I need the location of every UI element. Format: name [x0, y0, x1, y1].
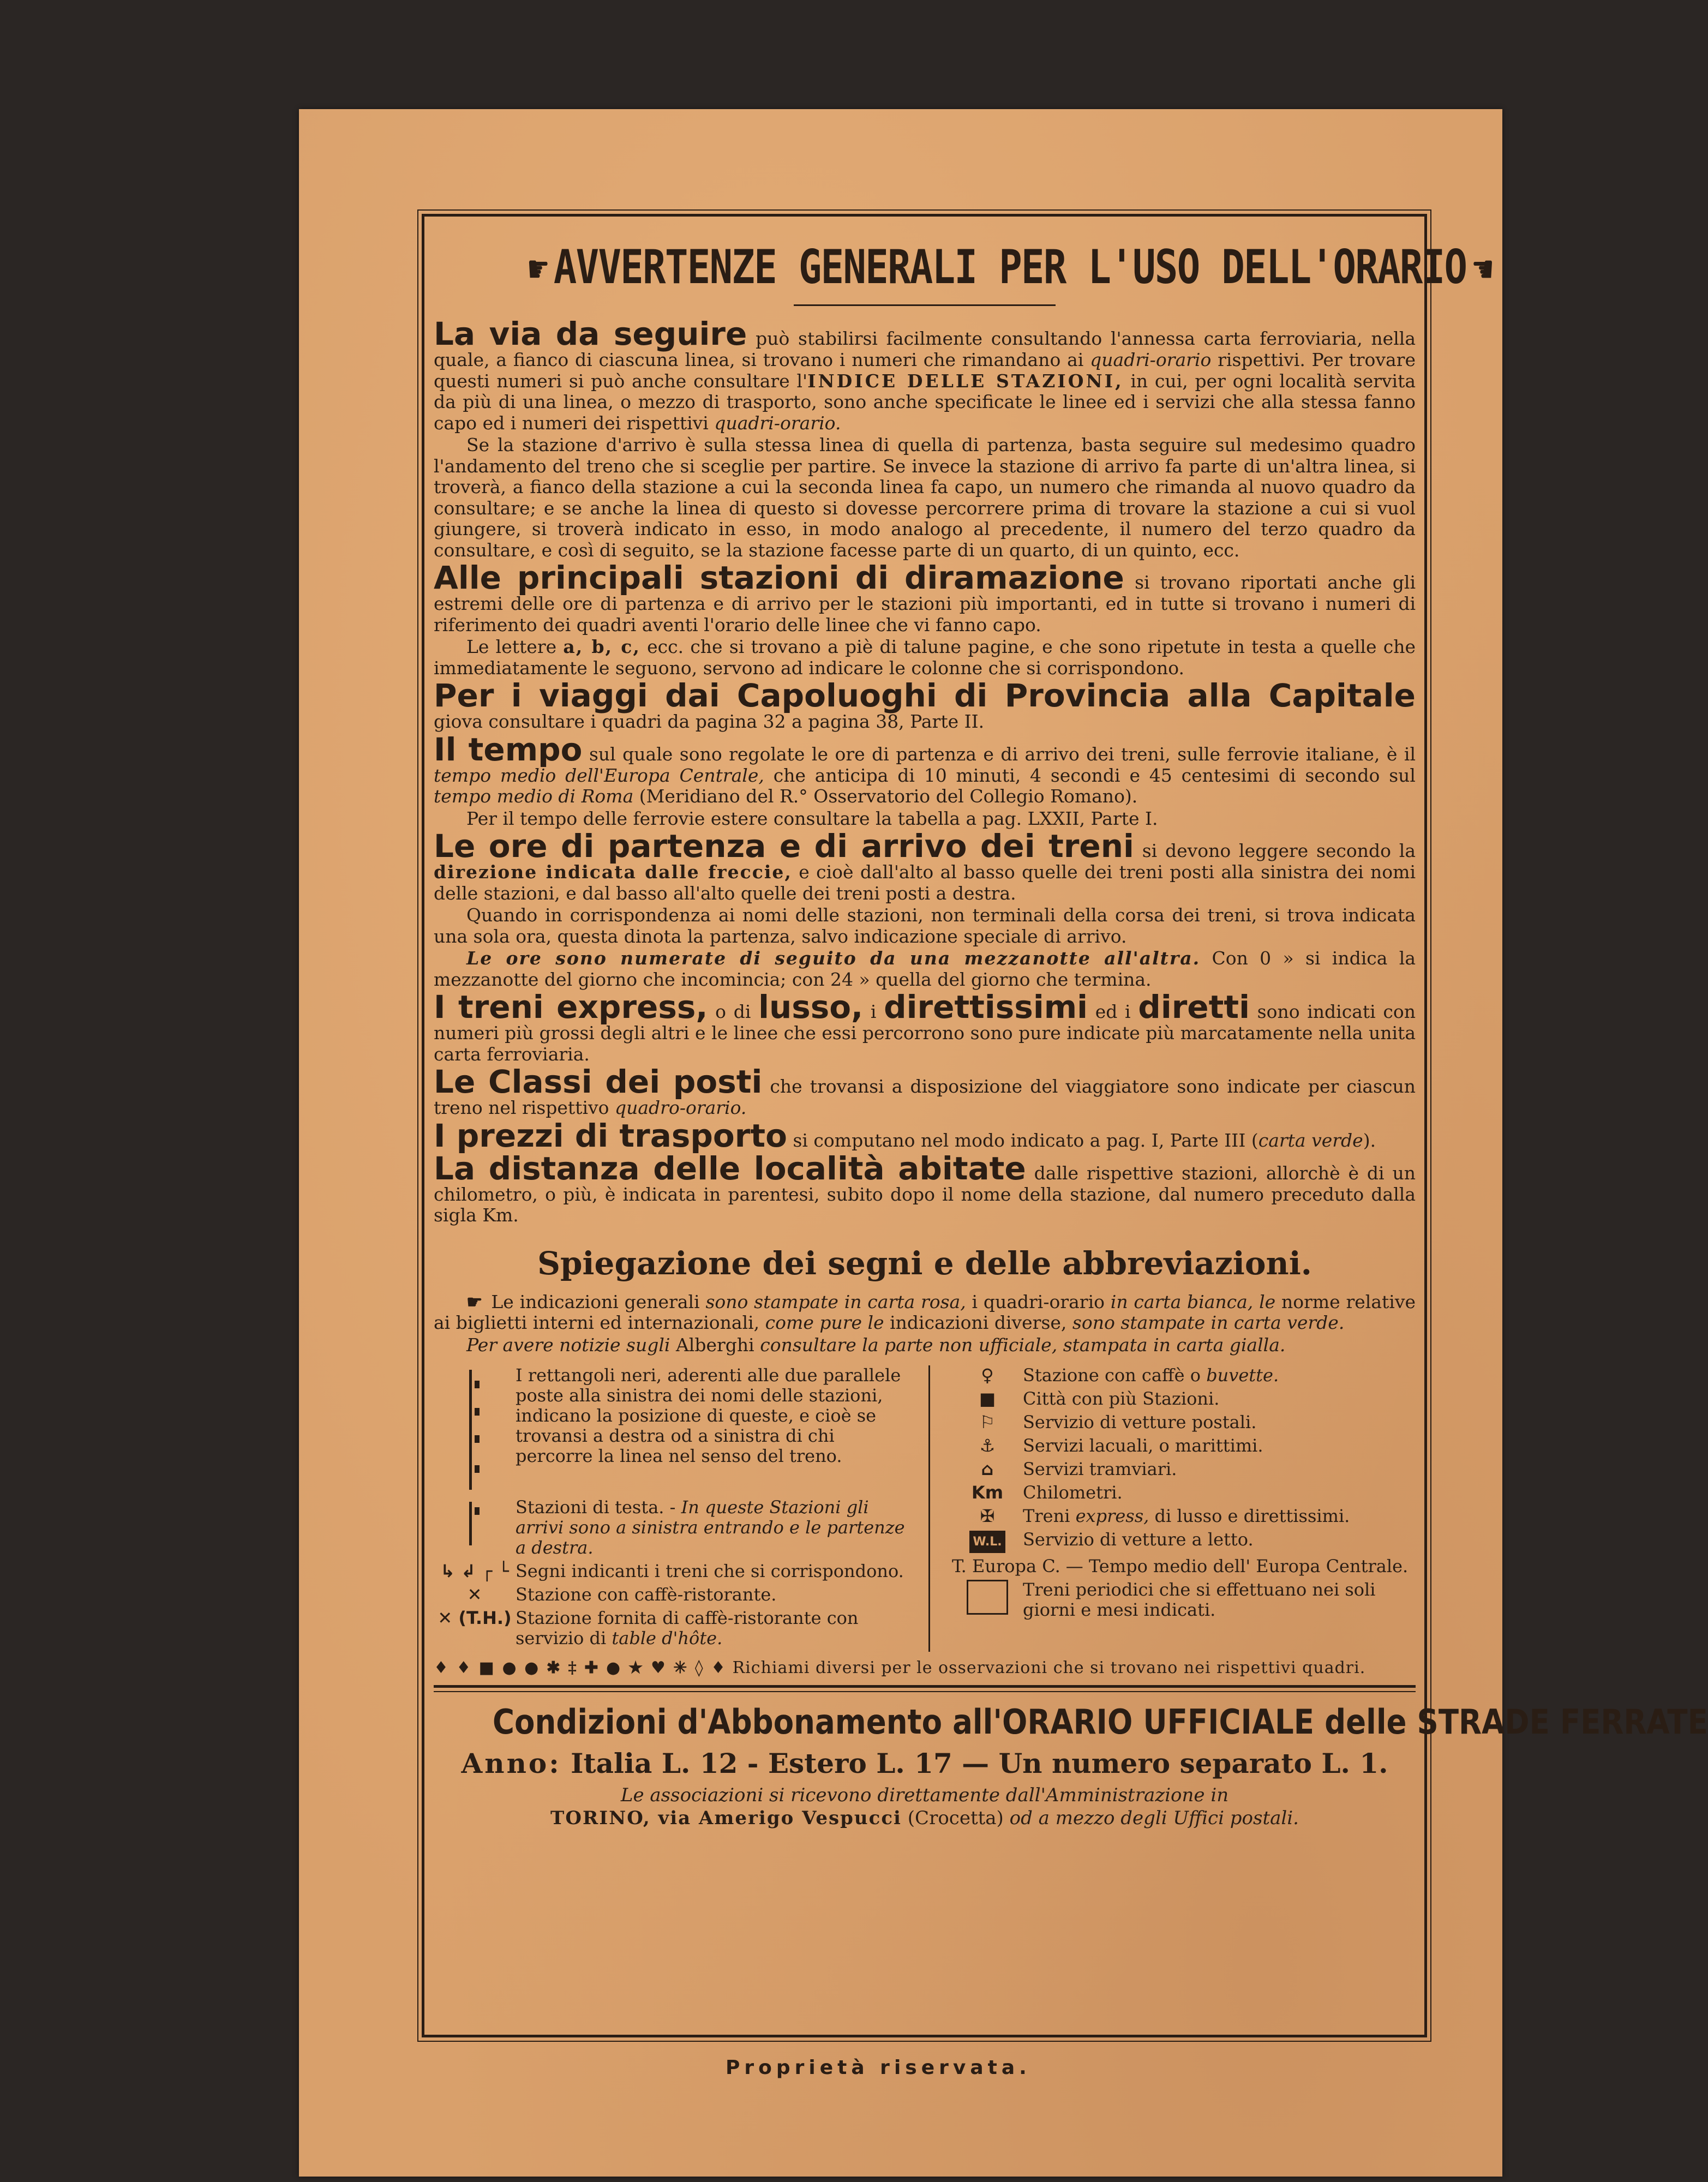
italic-text: In queste Stazioni gli arrivi sono a sinistra entrando e le partenze a destra. — [516, 1497, 905, 1558]
sleeping-car-icon — [952, 1530, 1023, 1553]
badge: W.L. — [969, 1531, 1005, 1553]
tram-icon: ⌂ — [981, 1459, 994, 1479]
para-diramazione — [434, 559, 1416, 636]
text: rispettivi. Per trovare questi numeri si può anche consultare l' — [434, 349, 1416, 392]
page-title: AVVERTENZE GENERALI PER L'USO DELL'ORARIO — [553, 240, 1467, 295]
richiami-line — [434, 1658, 1416, 1677]
pointing-hand-right-icon: ☛ — [528, 246, 548, 293]
italic-text: buvette. — [1206, 1365, 1279, 1386]
periodic-train-box-icon — [952, 1580, 1023, 1619]
para-treni — [434, 988, 1416, 1065]
italic-text: quadri-orario. — [714, 412, 841, 434]
text: può stabilirsi facilmente consultando l'annessa carta ferroviaria, nella quale, a fianco di ciascuna linea, si trovano i numeri che rimandano ai — [434, 328, 1416, 370]
italic-text: express, — [1075, 1506, 1149, 1526]
para-tempo — [434, 730, 1416, 807]
legend-row — [952, 1389, 1416, 1409]
lead-classi: Le Classi dei posti — [434, 1063, 763, 1100]
text: norme relative ai biglietti interni ed internazionali, — [434, 1291, 1416, 1333]
lead-diramazione: Alle principali stazioni di diramazione — [434, 559, 1124, 596]
text: di lusso e direttissimi. — [1149, 1506, 1350, 1526]
text: Le lettere — [466, 636, 564, 657]
head-station-icon — [434, 1497, 516, 1550]
legend-row — [952, 1459, 1416, 1479]
legend-row — [952, 1436, 1416, 1456]
italic-text: quadro-orario. — [615, 1097, 747, 1118]
legend-text: Chilometri. — [1023, 1482, 1123, 1503]
legend-text: I rettangoli neri, aderenti alle due parallele poste alla sinistra dei nomi delle stazioni, indicano la posizione di queste, e cioè se trovansi a destra od a sinistra di chi percorre la linea nel senso del treno. — [516, 1365, 901, 1466]
lead-diretti: diretti — [1138, 988, 1250, 1026]
italic-text: Per avere notizie sugli — [466, 1334, 670, 1356]
para-via — [434, 315, 1416, 434]
text: che trovansi a disposizione del viaggiatore sono indicate per ciascun treno nel rispettivo — [434, 1076, 1416, 1118]
italic-text: Le associazioni si ricevono direttamente dall'Amministrazione in — [620, 1784, 1229, 1806]
text: Con 0 » si indica la mezzanotte del giorno che incomincia; con 24 » quella del giorno che termina. — [434, 948, 1416, 990]
bold-text: Anno: — [461, 1747, 561, 1779]
legend-table — [434, 1365, 1416, 1652]
text: sono indicati con numeri più grossi degli altri e le linee che essi percorrono sono pure indicate più marcatamente nella unita carta ferroviaria. — [434, 1001, 1416, 1065]
legend-text — [1023, 1365, 1279, 1386]
italic-text: od a mezzo degli Uffici postali. — [1009, 1807, 1299, 1829]
connection-arrows-icon: ↳ ↲ ┌ └ — [440, 1561, 509, 1581]
bold-text: a, b, c, — [563, 636, 640, 657]
lead-treni: I treni express, — [434, 988, 708, 1026]
italic-text: sono stampate in carta rosa, — [705, 1291, 966, 1312]
abbonamento-title: Condizioni d'Abbonamento all'ORARIO UFFICIALE delle STRADE FERRATE — [493, 1702, 1708, 1742]
text: Stazione fornita di caffè-ristorante con servizio di — [516, 1608, 859, 1649]
legend-text: — Tempo medio dell' Europa Centrale. — [1065, 1556, 1409, 1576]
italic-text: tempo medio di Roma — [434, 786, 634, 807]
legend-text: Servizio di vetture postali. — [1023, 1412, 1257, 1432]
text: sul quale sono regolate le ore di partenza e di arrivo dei treni, sulle ferrovie italiane, è il — [582, 743, 1416, 765]
text: ecc. che si trovano a piè di talune pagine, e che sono ripetute in testa a quelle che immediatamente le seguono, servono ad indicare le colonne che si corrispondono. — [434, 636, 1416, 679]
text: o di — [708, 1001, 759, 1022]
abbonamento-prices — [434, 1747, 1416, 1779]
legend-text — [516, 1608, 914, 1649]
italic-text: carta verde — [1258, 1129, 1363, 1151]
text: giova consultare i quadri da pagina 32 a pagina 38, Parte II. — [434, 711, 985, 732]
pointing-hand-icon: ☛ — [466, 1291, 492, 1312]
legend-row — [952, 1530, 1416, 1553]
para-via-2: Se la stazione d'arrivo è sulla stessa linea di quella di partenza, basta seguire sul medesimo quadro l'andamento del treno che si sceglie per partire. Se invece la stazione di arrivo fa parte di un'altra linea, si troverà, a fianco della stazione a cui la seconda linea fa capo, un numero che rimanda al nuovo quadro da consultare; e se anche la linea di questo si dovesse percorrere prima di trovare la stazione a cui si vuol giungere, si troverà indicato in esso, in modo analogo al precedente, il numero del terzo quadro da consultare, e così di seguito, se la stazione facesse parte di un quarto, di un quinto, ecc. — [434, 434, 1416, 561]
legend-text: Servizi lacuali, o marittimi. — [1023, 1435, 1263, 1456]
para-ore — [434, 830, 1416, 904]
text: (Crocetta) — [901, 1807, 1010, 1829]
para-tempo-2: Per il tempo delle ferrovie estere consultare la tabella a pag. LXXII, Parte I. — [466, 807, 1158, 829]
bold-text: INDICE DELLE STAZIONI, — [807, 370, 1124, 392]
legend-text: Stazione con caffè-ristorante. — [516, 1584, 777, 1605]
double-rule — [434, 1685, 1416, 1692]
lead-ore: Le ore di partenza e di arrivo dei treni — [434, 828, 1134, 865]
legend-text — [1023, 1506, 1350, 1526]
text: si trovano riportati anche gli estremi delle ore di partenza e di arrivo per le stazioni più importanti, ed in tutte si trovano i numeri di riferimento dei quadri aventi l'orario delle linee che vi fanno capo. — [434, 572, 1416, 636]
text: (Meridiano del R.° Osservatorio del Collegio Romano). — [633, 786, 1138, 807]
italic-text: come pure le — [765, 1312, 884, 1333]
text: Treni — [1023, 1506, 1076, 1526]
lead-viaggi: Per i viaggi dai Capoluoghi di Provincia alla Capitale — [434, 677, 1416, 714]
text: che anticipa di 10 minuti, 4 secondi e 45 centesimi di secondo sul — [764, 764, 1416, 786]
cafe-restaurant-icon: ✕ — [467, 1584, 482, 1605]
anchor-icon: ⚓ — [979, 1435, 996, 1456]
text: Le indicazioni generali — [491, 1291, 706, 1312]
legend-left-column — [434, 1365, 930, 1652]
legend-row — [952, 1580, 1416, 1620]
para-ore-3 — [434, 948, 1416, 990]
legend-text: Servizio di vetture a letto. — [1023, 1529, 1254, 1550]
legend-text — [516, 1497, 914, 1558]
text: indicazioni diverse, — [884, 1312, 1072, 1333]
italic-text: tempo medio dell'Europa Centrale, — [434, 764, 764, 786]
express-train-icon: ✠ — [980, 1506, 995, 1526]
legend-row — [434, 1585, 914, 1605]
italic-text: in carta bianca, le — [1110, 1291, 1276, 1312]
text: Stazione con caffè o — [1023, 1365, 1207, 1386]
pointing-hand-left-icon: ☚ — [1472, 246, 1492, 293]
legend-right-column — [930, 1365, 1416, 1652]
text: ). — [1363, 1129, 1376, 1151]
text: e cioè dall'alto al basso quelle dei treni posti alla sinistra dei nomi delle stazioni, e dal basso all'alto quelle dei treni posti a destra. — [434, 861, 1416, 904]
abbonamento-info — [434, 1784, 1416, 1830]
km-icon: Km — [971, 1482, 1004, 1503]
legend-text: Servizi tramviari. — [1023, 1459, 1177, 1479]
bold-text: direzione indicata dalle freccie, — [434, 861, 792, 883]
para-ore-2: Quando in corrispondenza ai nomi delle stazioni, non terminali della corsa dei treni, si trova indicata una sola ora, questa dinota la partenza, salvo indicazione speciale di arrivo. — [434, 904, 1416, 947]
para-prezzi — [434, 1117, 1416, 1154]
text: i quadri-orario — [966, 1291, 1111, 1312]
text: ed i — [1088, 1001, 1138, 1022]
footer-proprieta: Proprietà riservata. — [726, 2057, 1031, 2079]
italic-text: quadri-orario — [1090, 349, 1212, 370]
lead-via: La via da seguire — [434, 315, 747, 352]
station-position-bars-icon — [434, 1365, 516, 1494]
legend-text: Segni indicanti i treni che si corrispondono. — [516, 1561, 904, 1581]
legend-row — [434, 1608, 914, 1649]
text: Alberghi — [670, 1334, 760, 1356]
lead-distanza: La distanza delle località abitate — [434, 1149, 1026, 1187]
text: si computano nel modo indicato a pag. I, Parte III ( — [787, 1129, 1258, 1151]
title-rule — [794, 304, 1056, 306]
lead-direttissimi: direttissimi — [884, 988, 1088, 1026]
para-viaggi — [434, 677, 1416, 733]
lead-lusso: lusso, — [758, 988, 864, 1026]
address-line — [434, 1807, 1416, 1830]
page-header — [522, 240, 1492, 295]
lead-prezzi: I prezzi di trasporto — [434, 1117, 787, 1154]
text: dalle rispettive stazioni, allorchè è di un chilometro, o più, è indicata in parentesi, subito dopo il nome della stazione, dal numero preceduto dalla sigla Km. — [434, 1162, 1416, 1226]
italic-text: consultare la parte non ufficiale, stampata in carta gialla. — [760, 1334, 1286, 1356]
legend-row — [434, 1561, 914, 1581]
legend-text: Città con più Stazioni. — [1023, 1388, 1220, 1409]
text: i — [863, 1001, 884, 1022]
section-title-spiegazione: Spiegazione dei segni e delle abbreviazioni. — [537, 1244, 1312, 1282]
buvette-icon: ♀ — [981, 1365, 994, 1386]
legend-row — [952, 1506, 1416, 1526]
para-carta — [434, 1292, 1416, 1334]
bold-text: TORINO, via Amerigo Vespucci — [550, 1807, 902, 1829]
postal-coach-icon: ⚐ — [979, 1412, 996, 1432]
legend-label: T. Europa C. — [952, 1556, 1060, 1576]
text: Stazioni di testa. - — [516, 1497, 681, 1518]
para-alberghi — [434, 1335, 1416, 1356]
para-lettere — [434, 637, 1416, 679]
lead-tempo: Il tempo — [434, 730, 583, 768]
legend-row — [434, 1497, 914, 1558]
page-content — [434, 240, 1708, 1830]
text: si devono leggere secondo la — [1134, 840, 1416, 861]
legend-row — [952, 1412, 1416, 1432]
italic-text: sono stampate in carta verde. — [1072, 1312, 1345, 1333]
table-dhote-icon: ✕ (T.H.) — [438, 1608, 512, 1628]
legend-row — [952, 1556, 1416, 1576]
text: Italia L. 12 - Estero L. 17 — Un numero separato L. 1. — [561, 1747, 1388, 1779]
text: Richiami diversi per le osservazioni che si trovano nei rispettivi quadri. — [732, 1658, 1366, 1677]
para-classi — [434, 1063, 1416, 1119]
italic-text: table d'hôte. — [612, 1628, 723, 1649]
reference-symbols-icon: ♦ ♦ ■ ● ● ✱ ‡ ✚ ● ★ ♥ ✳ ◊ ♦ — [434, 1658, 727, 1677]
legend-row — [434, 1365, 914, 1494]
legend-row — [952, 1365, 1416, 1386]
italic-bold-text: Le ore sono numerate di seguito da una mezzanotte all'altra. — [466, 948, 1201, 969]
para-distanza — [434, 1149, 1416, 1226]
legend-row — [952, 1483, 1416, 1503]
multi-station-city-icon: ■ — [979, 1388, 996, 1409]
legend-text: Treni periodici che si effettuano nei soli giorni e mesi indicati. — [1023, 1579, 1376, 1620]
text: in cui, per ogni località servita da più di una linea, o mezzo di trasporto, sono anche specificate le linee ed i servizi che alla stessa fanno capo ed i numeri dei rispettivi — [434, 370, 1416, 434]
